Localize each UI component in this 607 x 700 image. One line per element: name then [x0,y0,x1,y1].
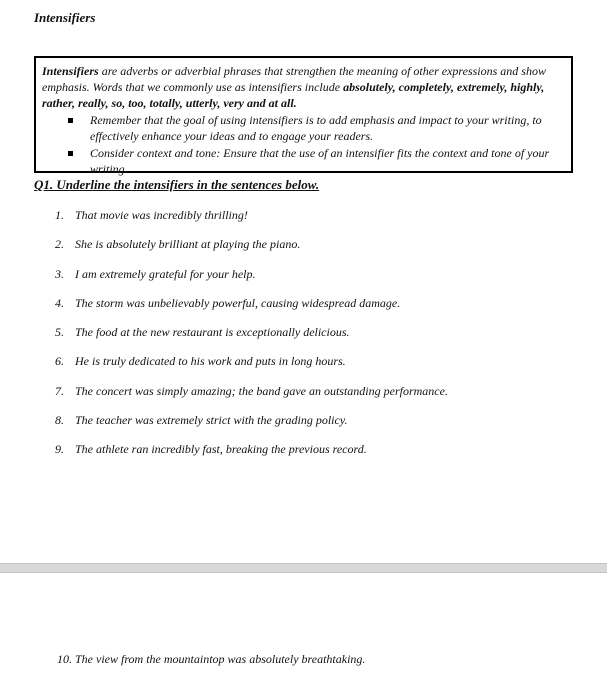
tip-item [58,145,565,177]
list-item [55,410,448,439]
item-number: 10. [57,652,72,666]
sentence-text: That movie was incredibly thrilling! [75,208,248,222]
sentence-text: The storm was unbelievably powerful, causing widespread damage. [75,295,401,310]
definition-examples: absolutely, completely, extremely, highly, rather, really, so, too, totally, utterly, very and at all. [42,80,545,110]
bullet-icon [68,151,73,156]
item-number: 8. [55,413,64,428]
item-number: 1. [55,208,64,222]
tip-text: Remember that the goal of using intensifiers is to add emphasis and impact to your writing, to effectively enhance your ideas and to engage your readers. [90,113,542,143]
sentence-text: He is truly dedicated to his work and puts in long hours. [75,354,346,369]
list-item [55,293,448,322]
list-item [55,381,448,410]
page-separator [0,563,607,573]
list-item [55,264,448,293]
sentence-text: I am extremely grateful for your help. [75,266,256,281]
item-number: 2. [55,237,64,252]
item-number: 6. [55,354,64,369]
list-item [55,234,448,263]
sentence-text: She is absolutely brilliant at playing the piano. [75,237,301,252]
list-item [55,439,448,468]
item-number: 7. [55,383,64,398]
list-item [55,205,448,234]
list-item [57,652,365,667]
tip-item [58,112,565,144]
sentence-text: The concert was simply amazing; the band gave an outstanding performance. [75,383,448,398]
definition-text: are adverbs or adverbial phrases that strengthen the meaning of other expressions and show emphasis. Words that we commonly use as intensifiers include [42,64,546,94]
tip-text: Consider context and tone: Ensure that the use of an intensifier fits the context and tone of your writing. [90,146,550,176]
item-number: 5. [55,325,64,340]
sentence-text: The athlete ran incredibly fast, breaking the previous record. [75,442,367,457]
item-number: 3. [55,266,64,281]
sentence-text: The view from the mountaintop was absolutely breathtaking. [75,652,366,666]
bullet-icon [68,118,73,123]
item-number: 4. [55,295,64,310]
list-item [55,322,448,351]
list-item [55,351,448,380]
sentence-text: The food at the new restaurant is exceptionally delicious. [75,325,350,340]
sentence-list [55,205,448,469]
definition-paragraph [42,63,565,111]
sentence-text: The teacher was extremely strict with the grading policy. [75,413,348,428]
question-heading: Q1. Underline the intensifiers in the sentences below. [34,177,320,192]
definition-box [34,56,573,176]
tips-list [42,112,565,177]
definition-term: Intensifiers [42,64,99,78]
item-number: 9. [55,442,64,457]
page-title: Intensifiers [34,10,96,25]
